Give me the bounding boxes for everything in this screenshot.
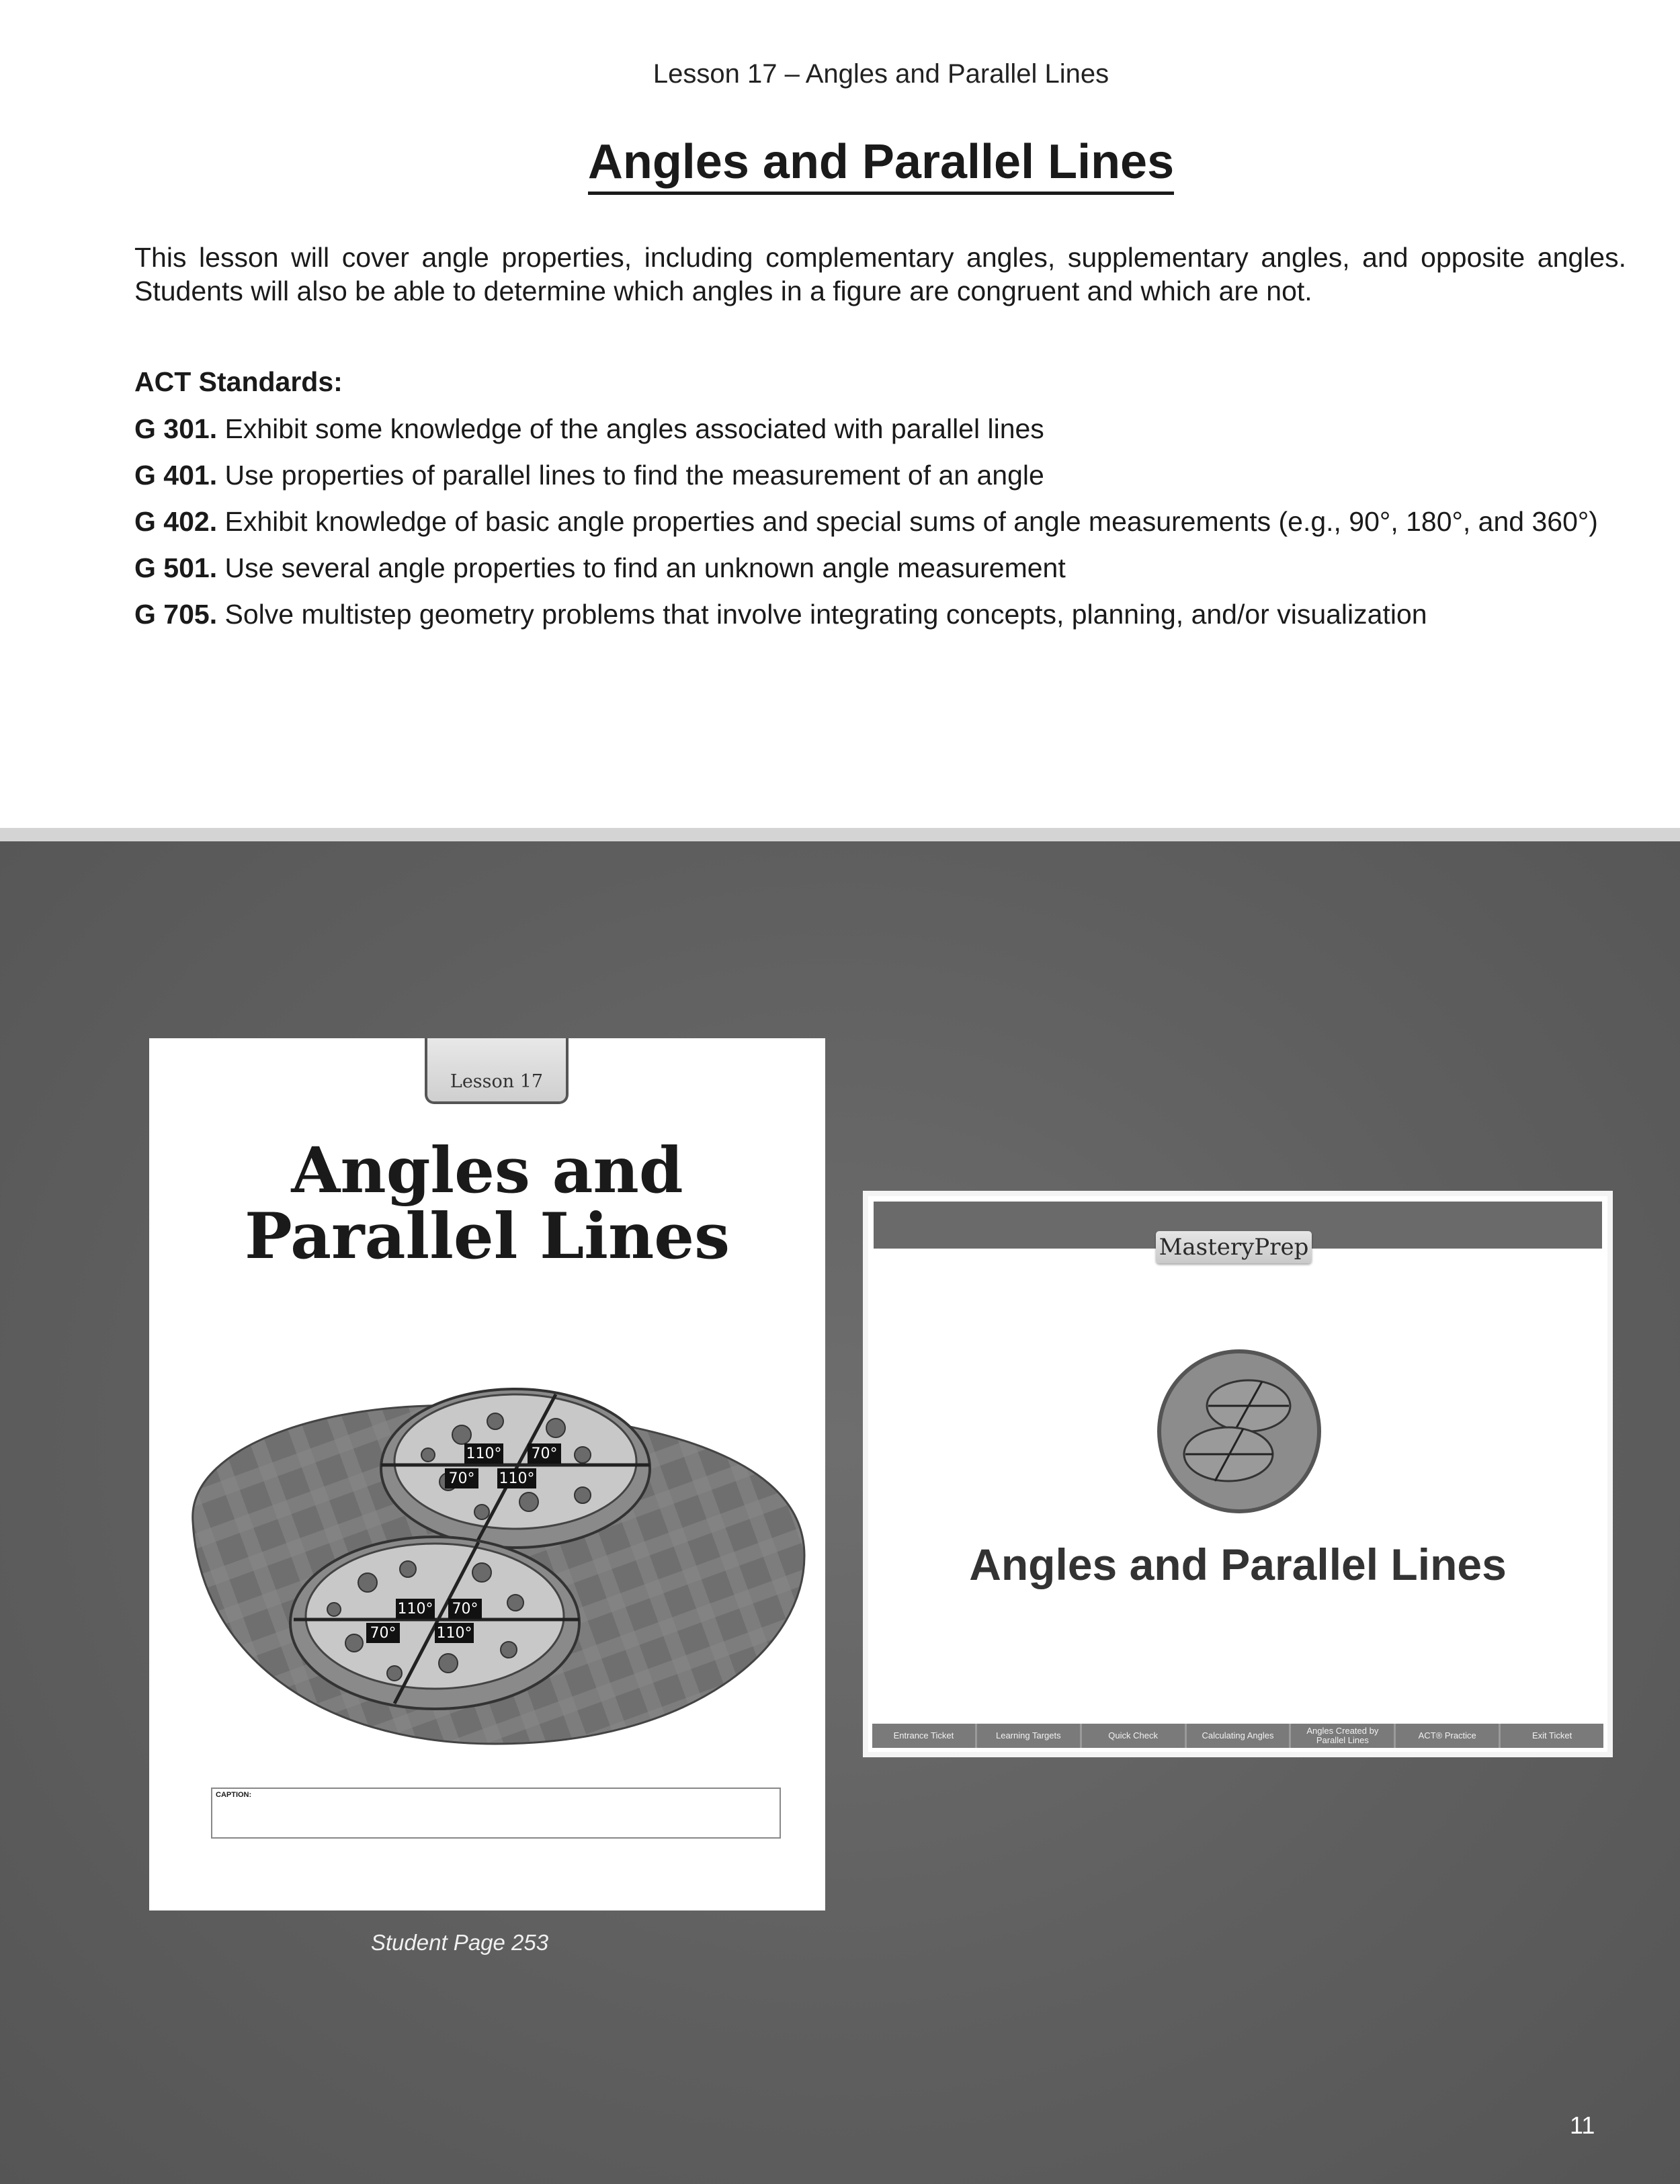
standard-text: Exhibit some knowledge of the angles associated with parallel lines — [224, 413, 1044, 444]
angle-label: 70° — [452, 1601, 478, 1618]
intro-paragraph: This lesson will cover angle properties, including complementary angles, supplementary angles, and opposite angles. Students will also be able to determine which angles in a figure are congruent and which are not. — [134, 242, 1626, 306]
nav-step-calculating-angles: Calculating Angles — [1187, 1724, 1292, 1748]
angle-label: 110° — [397, 1601, 433, 1618]
nav-step-act-practice: ACT® Practice — [1396, 1724, 1501, 1748]
angle-label: 70° — [448, 1470, 475, 1487]
standard-text: Exhibit knowledge of basic angle properties and special sums of angle measurements (e.g., 90°, 180°, and 360°) — [224, 506, 1598, 537]
section-divider — [0, 828, 1680, 841]
standard-code: G 401. — [134, 460, 218, 491]
nav-step-learning-targets: Learning Targets — [977, 1724, 1082, 1748]
lesson-tab: Lesson 17 — [425, 1038, 569, 1104]
slide-pizza-icon — [1157, 1349, 1321, 1513]
student-page-title-line1: Angles and — [291, 1134, 683, 1208]
standard-code: G 705. — [134, 599, 218, 630]
standard-code: G 402. — [134, 506, 218, 537]
standard-item — [134, 413, 1646, 445]
nav-step-parallel-lines: Angles Created by Parallel Lines — [1291, 1724, 1396, 1748]
angle-label: 110° — [466, 1445, 502, 1462]
masteryprep-logo: MasteryPrep — [1156, 1231, 1312, 1263]
standards-heading: ACT Standards: — [134, 366, 343, 397]
standard-text: Use several angle properties to find an unknown angle measurement — [224, 552, 1066, 583]
standard-code: G 501. — [134, 552, 218, 583]
running-head: Lesson 17 – Angles and Parallel Lines — [653, 59, 1109, 89]
standard-item — [134, 505, 1646, 538]
slide-nav-bar — [872, 1724, 1603, 1748]
slide-pizza-bottom — [1184, 1427, 1273, 1481]
nav-step-entrance-ticket: Entrance Ticket — [872, 1724, 977, 1748]
standard-code: G 301. — [134, 413, 218, 444]
nav-step-exit-ticket: Exit Ticket — [1531, 1730, 1572, 1740]
student-page-thumbnail — [149, 1038, 825, 1910]
page-title-text: Angles and Parallel Lines — [588, 135, 1174, 195]
standard-item — [134, 459, 1646, 491]
pizza-illustration — [179, 1368, 811, 1784]
slide-pizza-top — [1207, 1380, 1290, 1431]
caption-label: CAPTION: — [216, 1791, 252, 1799]
page-title — [0, 134, 1680, 190]
standard-text: Solve multistep geometry problems that involve integrating concepts, planning, and/or visualization — [224, 599, 1427, 630]
angle-label: 70° — [531, 1445, 558, 1462]
standard-item — [134, 598, 1646, 630]
caption-box — [211, 1788, 781, 1839]
standard-text: Use properties of parallel lines to find the measurement of an angle — [224, 460, 1044, 491]
angle-label: 110° — [436, 1625, 472, 1642]
standard-item — [134, 552, 1646, 584]
student-page-title — [149, 1134, 825, 1273]
angle-label: 70° — [370, 1625, 396, 1642]
angle-label: 110° — [499, 1470, 535, 1487]
page-number: 11 — [1570, 2111, 1595, 2139]
student-page-caption: Student Page 253 — [370, 1930, 549, 1955]
student-page-title-line2: Parallel Lines — [244, 1200, 730, 1273]
slide-thumbnail — [863, 1191, 1613, 1757]
act-standards — [134, 366, 1646, 644]
slide-title: Angles and Parallel Lines — [969, 1540, 1507, 1589]
nav-step-quick-check: Quick Check — [1082, 1724, 1187, 1748]
